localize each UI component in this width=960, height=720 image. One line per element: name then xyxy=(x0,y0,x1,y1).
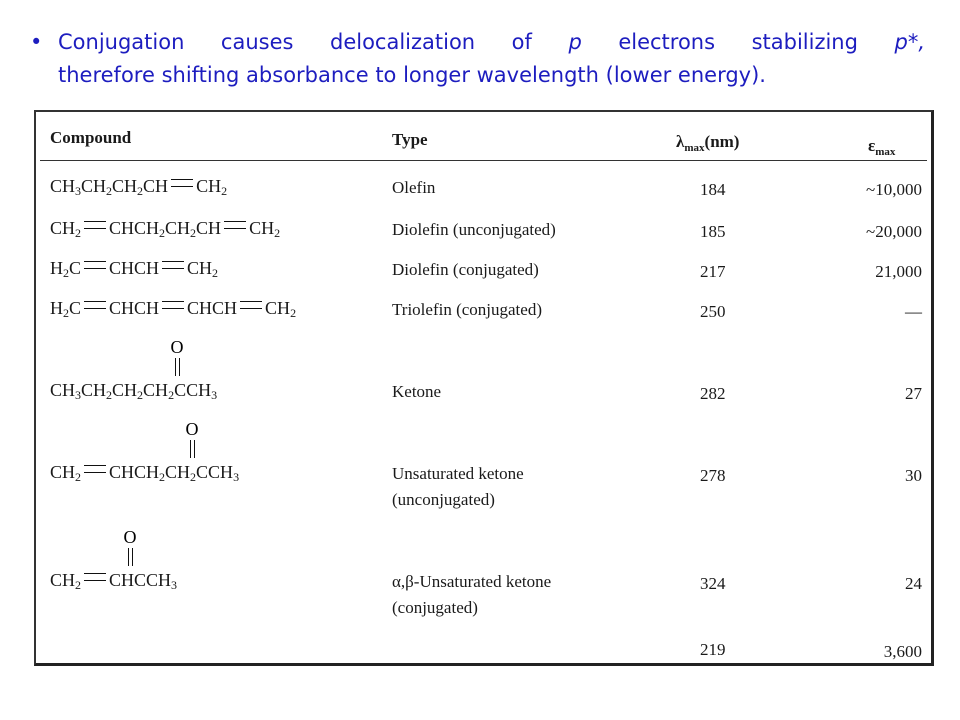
text-italic-p-star: p*, xyxy=(894,30,925,54)
formula-row-2: $CH_2$ $CHCH_2CH_2CH$ $CH_2$ xyxy=(50,218,281,240)
lambda-row-7: 324 xyxy=(700,574,726,593)
epsilon-row-7: 24 xyxy=(905,574,922,593)
epsilon-row-4: — xyxy=(905,302,922,321)
formula-row-1: $CH_3CH_2CH_2CH$ $CH_2$ xyxy=(50,176,228,198)
carbonyl-oxygen-row-5: O xyxy=(169,338,185,376)
carbonyl-oxygen-row-6: O xyxy=(184,420,200,458)
epsilon-row-3: 21,000 xyxy=(875,262,922,281)
bullet-line-1-text xyxy=(58,26,925,59)
lambda-unit: (nm) xyxy=(704,132,740,151)
double-bond xyxy=(84,573,106,581)
lambda-row-8: 219 xyxy=(700,640,726,659)
text-segment: electrons stabilizing xyxy=(581,30,895,54)
type-row-4: Triolefin (conjugated) xyxy=(392,300,542,319)
formula-row-4: $H_2C$ CHCH CHCH $CH_2$ xyxy=(50,298,297,320)
bullet-dot: • xyxy=(30,30,43,54)
lambda-row-6: 278 xyxy=(700,466,726,485)
epsilon-row-5: 27 xyxy=(905,384,922,403)
epsilon-row-2: ~20,000 xyxy=(866,222,922,241)
lambda-sub: max xyxy=(684,142,705,154)
carbonyl-oxygen-row-7: O xyxy=(122,528,138,566)
epsilon-row-6: 30 xyxy=(905,466,922,485)
header-type: Type xyxy=(392,130,428,149)
type-row-6-line-2: (unconjugated) xyxy=(392,490,495,509)
double-bond xyxy=(162,261,184,269)
epsilon-row-8: 3,600 xyxy=(883,642,922,661)
header-lambda-max xyxy=(676,132,739,154)
type-row-5: Ketone xyxy=(392,382,442,401)
lambda-row-4: 250 xyxy=(700,302,726,321)
double-bond xyxy=(224,221,246,229)
lambda-symbol: λ xyxy=(676,132,685,151)
bullet-line-2: therefore shifting absorbance to longer wavelength (lower energy). xyxy=(58,63,766,87)
type-row-1: Olefin xyxy=(392,178,436,197)
formula-row-5: $CH_3CH_2CH_2CH_2CCH_3$ xyxy=(50,380,218,402)
epsilon-symbol: ε xyxy=(868,136,876,155)
bullet-text-block xyxy=(30,26,925,92)
double-bond xyxy=(84,465,106,473)
formula-row-3: $H_2C$ CHCH $CH_2$ xyxy=(50,258,219,280)
type-row-7-line-2: (conjugated) xyxy=(392,598,478,617)
type-row-3: Diolefin (conjugated) xyxy=(392,260,539,279)
lambda-row-2: 185 xyxy=(700,222,726,241)
double-bond xyxy=(171,179,193,187)
double-bond xyxy=(84,301,106,309)
epsilon-sub: max xyxy=(875,146,896,158)
type-row-7: α,β-Unsaturated ketone xyxy=(392,572,552,591)
formula-row-7: $CH_2$ $CHCCH_3$ xyxy=(50,570,178,592)
double-bond xyxy=(84,221,106,229)
lambda-row-1: 184 xyxy=(700,180,726,199)
double-bond xyxy=(84,261,106,269)
formula-row-6: $CH_2$ $CHCH_2CH_2CCH_3$ xyxy=(50,462,240,484)
bullet-line-1 xyxy=(30,26,925,59)
epsilon-row-1: ~10,000 xyxy=(866,180,922,199)
header-compound: Compound xyxy=(50,128,132,147)
lambda-row-5: 282 xyxy=(700,384,726,403)
text-segment: Conjugation causes delocalization of xyxy=(58,30,569,54)
header-epsilon-max xyxy=(868,136,895,158)
double-bond xyxy=(162,301,184,309)
absorption-table xyxy=(34,110,934,666)
type-row-2: Diolefin (unconjugated) xyxy=(392,220,556,239)
lambda-row-3: 217 xyxy=(700,262,726,281)
type-row-6: Unsaturated ketone xyxy=(392,464,524,483)
double-bond xyxy=(240,301,262,309)
text-italic-p: p xyxy=(568,30,582,54)
header-rule xyxy=(40,160,927,161)
